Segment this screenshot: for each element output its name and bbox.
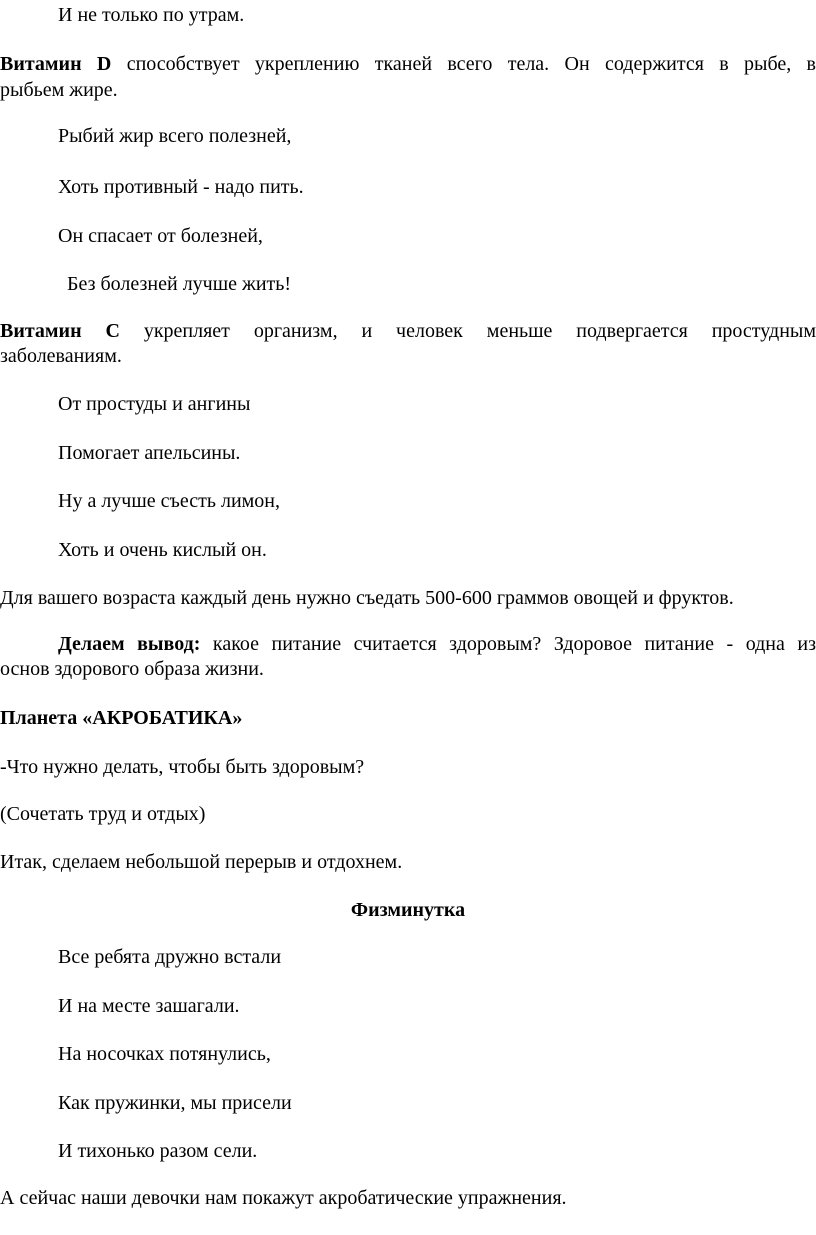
poem-line: Ну а лучше съесть лимон, xyxy=(58,490,281,512)
vitamin-c-text-cont: заболеваниям. xyxy=(0,345,122,367)
poem-line: Рыбий жир всего полезней, xyxy=(58,125,292,147)
vitamin-d-text-cont: рыбьем жире. xyxy=(0,79,118,101)
poem-line: На носочках потянулись, xyxy=(58,1043,271,1065)
conclusion-paragraph xyxy=(58,632,816,656)
question-line: -Что нужно делать, чтобы быть здоровым? xyxy=(0,756,365,778)
poem-line: Хоть и очень кислый он. xyxy=(58,539,267,561)
vitamin-c-title: Витамин C xyxy=(0,320,120,342)
final-line: А сейчас наши девочки нам покажут акробатические упражнения. xyxy=(0,1187,567,1209)
fizminutka-heading: Физминутка xyxy=(350,899,466,921)
poem-line: От простуды и ангины xyxy=(58,393,251,415)
conclusion-text-cont: основ здорового образа жизни. xyxy=(0,658,264,680)
poem-line: Все ребята дружно встали xyxy=(58,946,282,968)
poem-line: Помогает апельсины. xyxy=(58,442,241,464)
poem-line: И тихонько разом сели. xyxy=(58,1140,258,1162)
poem-line: И на месте зашагали. xyxy=(58,995,240,1017)
poem-line: Как пружинки, мы присели xyxy=(58,1092,292,1114)
poem-line: Он спасает от болезней, xyxy=(58,225,263,247)
conclusion-label: Делаем вывод: xyxy=(58,633,201,655)
vitamin-d-paragraph xyxy=(0,52,816,76)
poem-line: Без болезней лучше жить! xyxy=(67,273,292,295)
vitamin-c-text: укрепляет организм, и человек меньше подвергается простудным xyxy=(143,320,816,342)
conclusion-text: какое питание считается здоровым? Здоровое питание - одна из xyxy=(212,633,816,655)
vitamin-c-paragraph xyxy=(0,319,816,343)
paragraph: И не только по утрам. xyxy=(58,4,245,26)
vitamin-d-text: способствует укреплению тканей всего тела. Он содержится в рыбе, в xyxy=(126,53,816,75)
answer-line: (Сочетать труд и отдых) xyxy=(0,803,206,825)
daily-need-paragraph: Для вашего возраста каждый день нужно съедать 500-600 граммов овощей и фруктов. xyxy=(0,587,734,609)
planet-heading: Планета «АКРОБАТИКА» xyxy=(0,707,243,729)
poem-line: Хоть противный - надо пить. xyxy=(58,176,304,198)
vitamin-d-title: Витамин D xyxy=(0,53,112,75)
break-line: Итак, сделаем небольшой перерыв и отдохнем. xyxy=(0,851,403,873)
